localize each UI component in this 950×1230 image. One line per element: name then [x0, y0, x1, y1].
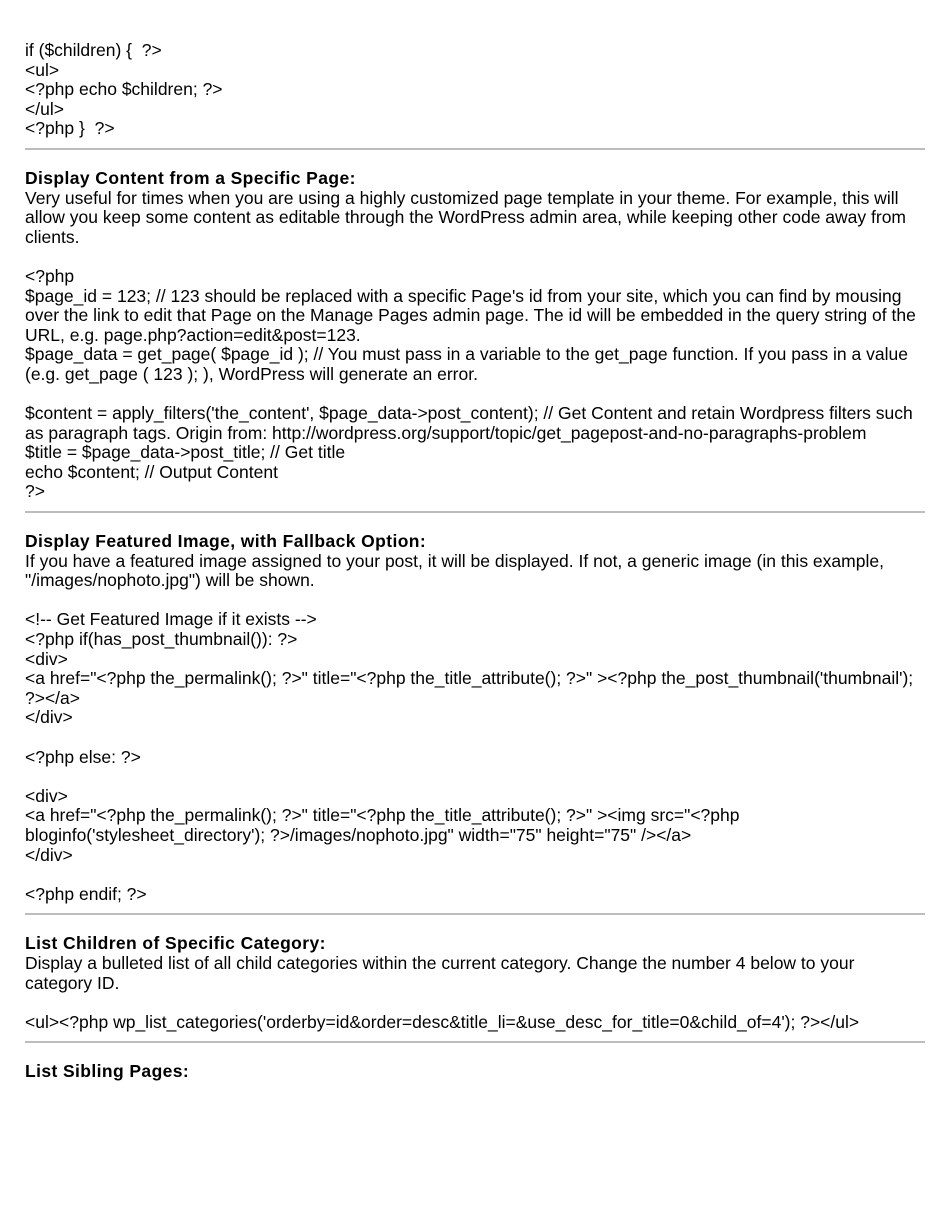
code-line: <ul><?php wp_list_categories('orderby=id&order=desc&title_li=&use_desc_for_title=0&child_of=4'); ?></ul>	[25, 1011, 860, 1032]
section-heading: List Sibling Pages:	[25, 1061, 190, 1082]
section-divider	[25, 511, 925, 513]
code-line: <?php else: ?>	[25, 746, 141, 767]
section-heading: Display Content from a Specific Page:	[25, 167, 356, 188]
code-line: <div>	[25, 785, 68, 806]
code-line: ?>	[25, 481, 45, 502]
code-line: <?php endif; ?>	[25, 883, 147, 904]
code-line: $content = apply_filters('the_content', $page_data->post_content); // Get Content and retain Wordpress filters such as paragraph tags. Origin from: http://wordpress.org/support/topic/get_pagepost-and-no-paragraphs-problem	[25, 403, 918, 443]
section-divider	[25, 913, 925, 915]
code-line: <a href="<?php the_permalink(); ?>" title="<?php the_title_attribute(); ?>" ><img src="<?php bloginfo('stylesheet_directory'); ?>/images/nophoto.jpg" width="75" height="75" /></a>	[25, 805, 745, 845]
code-line: $page_id = 123; // 123 should be replaced with a specific Page's id from your site, which you can find by mousing over the link to edit that Page on the Manage Pages admin page. The id will be embedded in the query string of the URL, e.g. page.php?action=edit&post=123.	[25, 285, 921, 345]
intro-code-block	[25, 41, 925, 139]
code-line: <?php echo $children; ?>	[25, 79, 223, 100]
code-line: <?php if(has_post_thumbnail()): ?>	[25, 629, 298, 650]
code-block	[25, 885, 925, 905]
code-line: </div>	[25, 707, 73, 728]
code-block	[25, 1013, 925, 1033]
section-divider	[25, 148, 925, 150]
section-list-children-category	[25, 934, 925, 1032]
code-block	[25, 267, 925, 385]
code-line: <?php	[25, 265, 75, 286]
section-display-content	[25, 169, 925, 502]
code-line: <ul>	[25, 59, 60, 80]
code-line: if ($children) { ?>	[25, 40, 162, 60]
code-line: echo $content; // Output Content	[25, 461, 278, 482]
code-line: </div>	[25, 844, 73, 865]
code-line: <a href="<?php the_permalink(); ?>" title="<?php the_title_attribute(); ?>" ><?php the_post_thumbnail('thumbnail'); ?></a>	[25, 668, 919, 708]
section-heading: Display Featured Image, with Fallback Option:	[25, 531, 427, 552]
code-line: <?php } ?>	[25, 118, 115, 139]
code-line: </ul>	[25, 98, 64, 119]
section-divider	[25, 1041, 925, 1043]
section-description: Display a bulleted list of all child categories within the current category. Change the number 4 below to your category ID.	[25, 952, 855, 993]
code-block	[25, 404, 925, 502]
code-line: <!-- Get Featured Image if it exists -->	[25, 609, 317, 630]
code-block	[25, 787, 925, 865]
code-block	[25, 748, 925, 768]
code-line: <div>	[25, 648, 68, 669]
code-block	[25, 610, 925, 728]
section-heading: List Children of Specific Category:	[25, 933, 326, 954]
section-featured-image	[25, 532, 925, 904]
code-line: $title = $page_data->post_title; // Get title	[25, 442, 346, 463]
section-description: If you have a featured image assigned to your post, it will be displayed. If not, a generic image (in this example, "/images/nophoto.jpg") will be shown.	[25, 550, 884, 591]
section-list-sibling-pages	[25, 1062, 925, 1082]
code-line: $page_data = get_page( $page_id ); // You must pass in a variable to the get_page function. If you pass in a value (e.g. get_page ( 123 ); ), WordPress will generate an error.	[25, 344, 913, 384]
section-description: Very useful for times when you are using a highly customized page template in your theme. For example, this will allow you keep some content as editable through the WordPress admin area, while keeping other code away from clients.	[25, 187, 907, 247]
